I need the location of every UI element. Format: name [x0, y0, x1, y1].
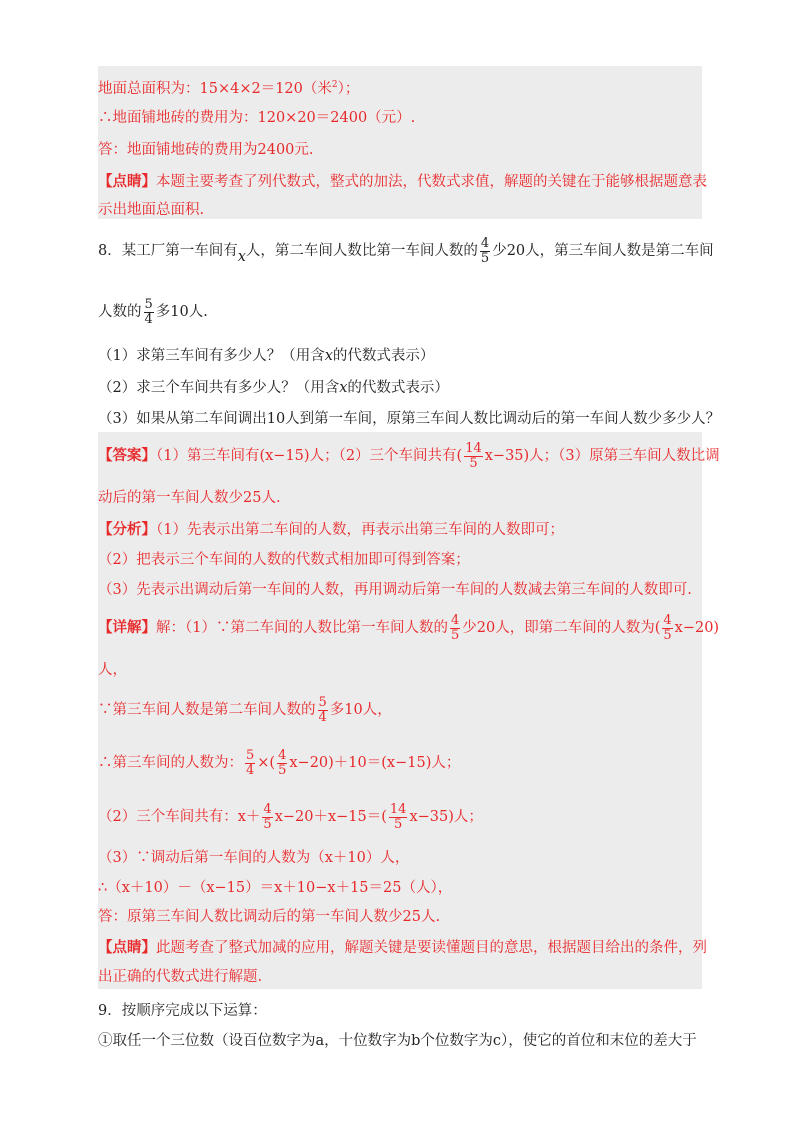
detail-line: 【详解】解：（1）∵第二车间的人数比第一车间人数的 $\frac{4}{5}$ 少20人，即第二车间的人数为( $\frac{4}{5}$ x−20): [98, 612, 720, 643]
fraction: $\frac{4}{5}$: [450, 612, 460, 643]
analysis-line: 【分析】（1）先表示出第二车间的人数，再表示出第三车间的人数即可；: [98, 521, 564, 538]
text-line: 答：地面铺地砖的费用为2400元.: [98, 142, 314, 158]
fraction: $\frac{5}{4}$: [318, 694, 327, 725]
fraction: $\frac{5}{4}$: [246, 747, 255, 778]
fraction: $\frac{5}{4}$: [144, 296, 153, 327]
question-8-sub3: （3）如果从第二车间调出10人到第一车间，原第三车间人数比调动后的第一车间人数少多少人？: [98, 411, 721, 427]
analysis-tag: 【分析】: [98, 521, 156, 538]
text-line: 地面总面积为：15×4×2＝120（米$^2$）；: [98, 80, 360, 97]
question-9-line1: 9．按顺序完成以下运算：: [98, 1003, 267, 1019]
fraction: $\frac{4}{5}$: [263, 801, 272, 832]
fraction: $\frac{14}{5}$: [389, 801, 407, 832]
text-line: ∴地面铺地砖的费用为：120×20＝2400（元）.: [98, 110, 416, 126]
detail-line: ∴第三车间的人数为： $\frac{5}{4}$ ×( $\frac{4}{5}$ x−20)＋10＝(x−15)人；: [98, 747, 461, 778]
analysis-line: （3）先表示出调动后第一车间的人数，再用调动后第一车间的人数减去第三车间的人数即可.: [98, 582, 692, 598]
fraction: $\frac{4}{5}$: [278, 747, 287, 778]
detail-line: 人，: [98, 662, 127, 678]
dianjing-tag: 【点睛】: [98, 173, 156, 190]
answer-tag: 【答案】: [98, 447, 156, 464]
answer-line: 【答案】（1）第三车间有(x−15)人；（2）三个车间共有( $\frac{14}{5}$ x−35)人；（3）原第三车间人数比调: [98, 440, 720, 471]
dianjing-tag: 【点睛】: [98, 939, 156, 956]
pointer-line: 【点睛】此题考查了整式加减的应用，解题关键是要读懂题目的意思，根据题目给出的条件，列: [98, 939, 707, 956]
question-8-sub2: （2）求三个车间共有多少人？（用含x的代数式表示）: [98, 380, 449, 396]
detail-line: 答：原第三车间人数比调动后的第一车间人数少25人.: [98, 909, 441, 925]
detail-line: （3）∵调动后第一车间的人数为（x＋10）人，: [98, 850, 410, 866]
fraction: $\frac{4}{5}$: [480, 235, 490, 266]
detail-line: ∴（x＋10）－（x−15）＝x＋10−x＋15＝25（人），: [98, 880, 453, 896]
detail-tag: 【详解】: [98, 619, 156, 636]
answer-line: 动后的第一车间人数少25人.: [98, 490, 281, 506]
fraction: $\frac{4}{5}$: [663, 612, 672, 643]
question-8-sub1: （1）求第三车间有多少人？（用含x的代数式表示）: [98, 348, 435, 364]
text-line: 示出地面总面积.: [98, 202, 205, 218]
analysis-line: （2）把表示三个车间的人数的代数式相加即可得到答案；: [98, 552, 470, 568]
question-8-line1: 8．某工厂第一车间有x人，第二车间人数比第一车间人数的 $\frac{4}{5}$ 少20人，第三车间人数是第二车间: [98, 235, 714, 266]
text-line: 【点睛】本题主要考查了列代数式，整式的加法，代数式求值，解题的关键在于能够根据题意表: [98, 173, 707, 190]
fraction: $\frac{14}{5}$: [465, 440, 482, 471]
pointer-line: 出正确的代数式进行解题.: [98, 969, 263, 985]
detail-line: ∵第三车间人数是第二车间人数的 $\frac{5}{4}$ 多10人，: [98, 694, 392, 725]
question-9-line2: ①取任一个三位数（设百位数字为a，十位数字为b个位数字为c），使它的首位和末位的差大于: [98, 1033, 697, 1049]
question-8-line2: 人数的 $\frac{5}{4}$ 多10人.: [98, 296, 208, 327]
detail-line: （2）三个车间共有：x＋ $\frac{4}{5}$ x−20＋x−15＝( $\frac{14}{5}$ x−35)人；: [98, 801, 483, 832]
